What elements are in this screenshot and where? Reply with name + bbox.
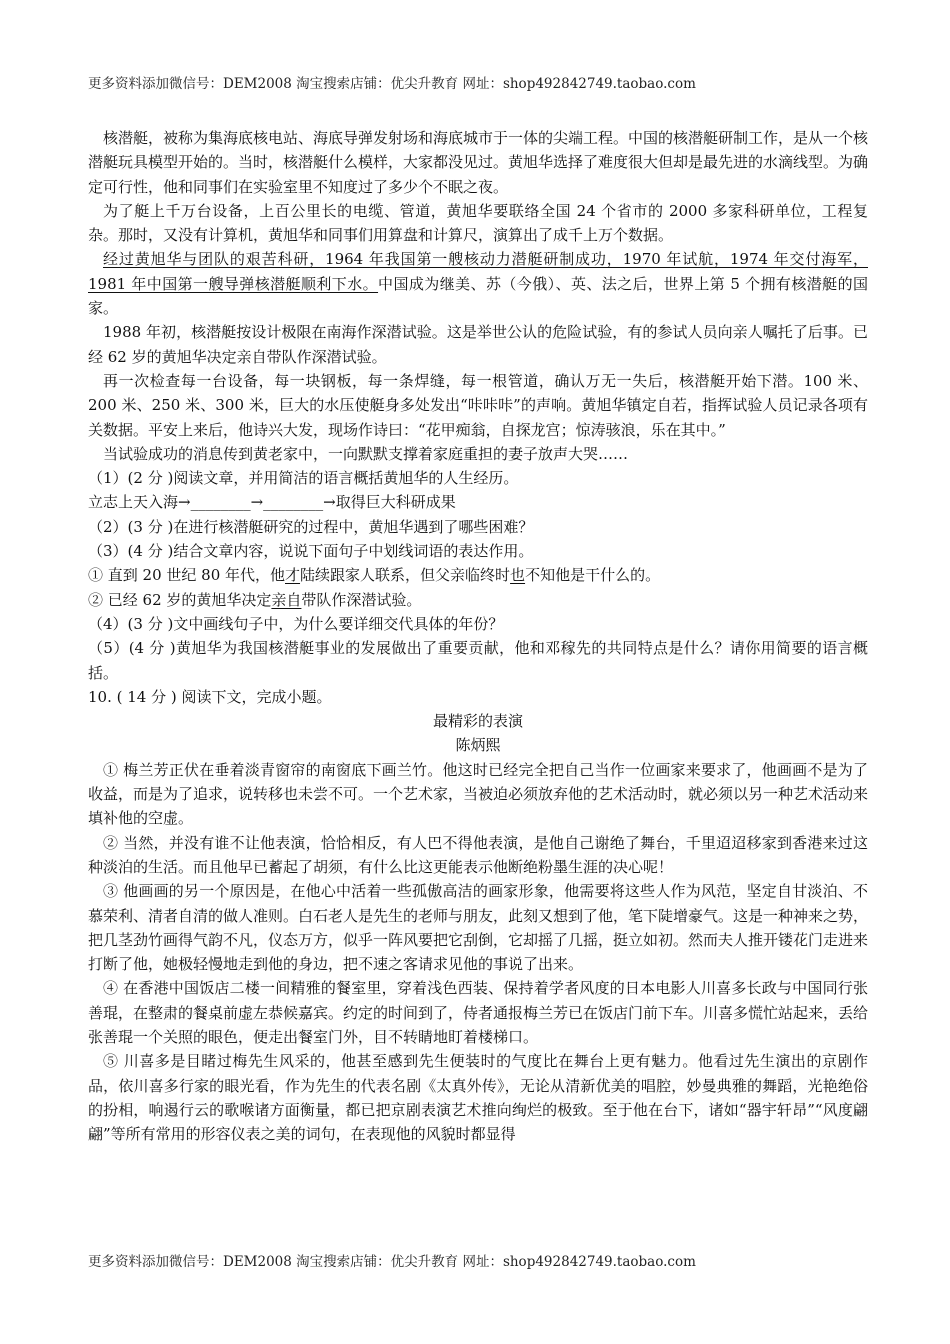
question-1-chain: 立志上天入海→________→________→取得巨大科研成果	[88, 493, 456, 512]
article-paragraph-3: ③ 他画画的另一个原因是，在他心中活着一些孤傲高洁的画家形象，他需要将这些人作为风范，坚定自甘淡泊、不慕荣利、清者自清的做人准则。白石老人是先生的老师与朋友，此刻又想到了他，笔下陡增豪气。这是一种神来之势，把几茎劲竹画得气韵不凡，仪态万方，似乎一阵风要把它刮倒，它却摇了几摇，挺立如初。然而夫人推开镂花门走进来打断了他，她极轻慢地走到他的身边，把不速之客请求见他的事说了出来。	[88, 882, 869, 974]
question-3: （3）(4 分 )结合文章内容，说说下面句子中划线词语的表达作用。	[88, 542, 534, 561]
underlined-word-cai: 才	[285, 566, 301, 585]
passage-paragraph-5: 再一次检查每一台设备，每一块钢板，每一条焊缝，每一根管道，确认万无一失后，核潜艇开始下潜。100 米、200 米、250 米、300 米，巨大的水压使艇身多处发出“咔咔咔”的声响。黄旭华镇定自若，指挥试验人员记录各项有关数据。平安上来后，他诗兴大发，现场作诗曰：“花甲痴翁，自探龙宫；惊涛骇浪，乐在其中。”	[88, 371, 868, 439]
article-paragraph-2: ② 当然，并没有谁不让他表演，恰恰相反，有人巴不得他表演，是他自己谢绝了舞台，千里迢迢移家到香港来过这种淡泊的生活。而且他早已蓄起了胡须，有什么比这更能表示他断绝粉墨生涯的决心呢！	[88, 833, 868, 876]
passage-paragraph-1: 核潜艇，被称为集海底核电站、海底导弹发射场和海底城市于一体的尖端工程。中国的核潜艇研制工作，是从一个核潜艇玩具模型开始的。当时，核潜艇什么模样，大家都没见过。黄旭华选择了难度很大但却是最先进的水滴线型。为确定可行性，他和同事们在实验室里不知度过了多少个不眠之夜。	[88, 129, 869, 196]
article-author: 陈炳熙	[455, 736, 501, 755]
underlined-word-qinzi: 亲自	[271, 590, 302, 609]
article-title: 最精彩的表演	[432, 712, 523, 731]
page-header: 更多资料添加微信号：DEM2008 淘宝搜索店铺：优尖升教育 网址：shop492842749.taobao.com	[88, 76, 696, 92]
question-4: （4）(3 分 )文中画线句子中，为什么要详细交代具体的年份？	[88, 614, 504, 633]
question-10-label: 10. ( 14 分 ) 阅读下文，完成小题。	[88, 687, 332, 706]
question-3-sentence-2: ② 已经 62 岁的黄旭华决定亲自带队作深潜试验。	[88, 590, 422, 609]
passage-paragraph-3	[88, 247, 868, 320]
page-footer: 更多资料添加微信号：DEM2008 淘宝搜索店铺：优尖升教育 网址：shop492842749.taobao.com	[88, 1254, 696, 1270]
underlined-word-ye: 也	[510, 566, 526, 585]
article-paragraph-1: ① 梅兰芳正伏在垂着淡青窗帘的南窗底下画兰竹。他这时已经完全把自己当作一位画家来要求了，他画画不是为了收益，而是为了追求，说转移也未尝不可。一个艺术家，当被迫必须放弃他的艺术活动时，就必须以另一种艺术活动来填补他的空虚。	[88, 760, 869, 828]
question-2: （2）(3 分 )在进行核潜艇研究的过程中，黄旭华遇到了哪些困难？	[88, 517, 534, 536]
article-paragraph-5: ⑤ 川喜多是目睹过梅先生风采的，他甚至感到先生便装时的气度比在舞台上更有魅力。他看过先生演出的京剧作品，依川喜多行家的眼光看，作为先生的代表名剧《太真外传》，无论从清新优美的唱腔，妙曼典雅的舞蹈，光艳绝俗的扮相，响遏行云的歌喉诸方面衡量，都已把京剧表演艺术推向绚烂的极致。至于他在台下，诸如“器宇轩昂”“风度翩翩”等所有常用的形容仪表之美的词句，在表现他的风貌时都显得	[88, 1052, 868, 1144]
question-3-sentence-1: ① 直到 20 世纪 80 年代，他才陆续跟家人联系，但父亲临终时也不知他是干什么的。	[88, 566, 661, 585]
question-1: （1）(2 分 )阅读文章，并用简洁的语言概括黄旭华的人生经历。	[88, 469, 519, 488]
article-paragraph-4: ④ 在香港中国饭店二楼一间精雅的餐室里，穿着浅色西装、保持着学者风度的日本电影人川喜多长政与中国同行张善琨，在整肃的餐桌前虚左恭候嘉宾。约定的时间到了，侍者通报梅兰芳已在饭店门前下车。川喜多慌忙站起来，丢给张善琨一个关照的眼色，便走出餐室门外，目不转睛地盯着楼梯口。	[88, 979, 869, 1046]
passage-paragraph-4: 1988 年初，核潜艇按设计极限在南海作深潜试验。这是举世公认的危险试验，有的参试人员向亲人嘱托了后事。已经 62 岁的黄旭华决定亲自带队作深潜试验。	[88, 323, 868, 366]
paragraph-3-rest: 中国成为继美、苏（今俄）、英、法之后，世界上第 5 个拥有核潜艇的国家。	[88, 274, 868, 318]
underlined-sentence: 经过黄旭华与团队的艰苦科研，1964 年我国第一艘核动力潜艇研制成功，1970 年试航，1974 年交付海军，1981 年中国第一艘导弹核潜艇顺利下水。	[88, 250, 868, 293]
passage-paragraph-6: 当试验成功的消息传到黄老家中，一向默默支撑着家庭重担的妻子放声大哭……	[103, 444, 629, 463]
document-body	[88, 126, 868, 1146]
question-5: （5）(4 分 )黄旭华为我国核潜艇事业的发展做出了重要贡献，他和邓稼先的共同特点是什么？请你用简要的语言概括。	[88, 639, 868, 682]
passage-paragraph-2: 为了艇上千万台设备，上百公里长的电缆、管道，黄旭华要联络全国 24 个省市的 2000 多家科研单位，工程复杂。那时，又没有计算机，黄旭华和同事们用算盘和计算尺，演算出了成千上万个数据。	[88, 201, 868, 245]
